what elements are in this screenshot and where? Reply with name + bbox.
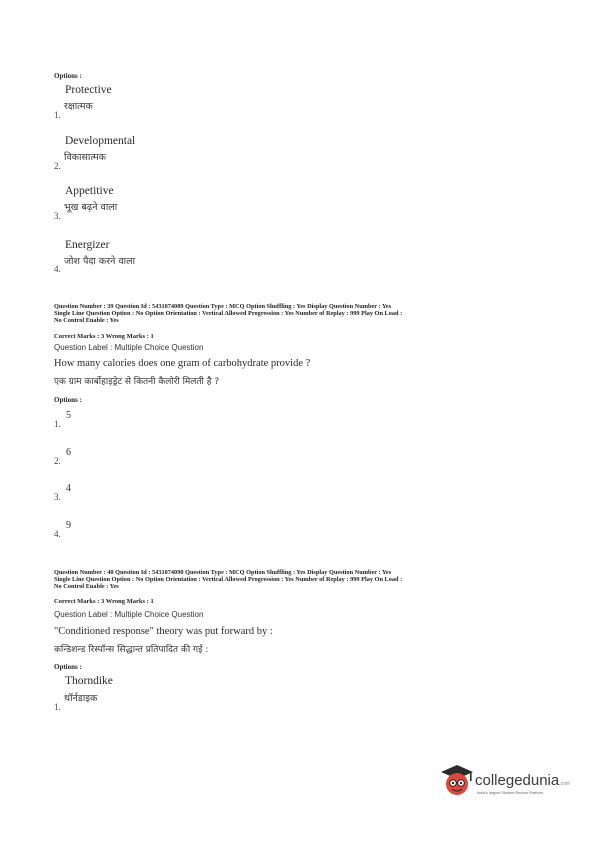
q40-option-1-hindi: थॉर्नडाइक [64,693,98,704]
logo-tagline: India's largest Student Review Platform [477,791,544,795]
q39-option-3-value: 4 [66,483,71,494]
options-heading: Options : [54,72,82,80]
q39-option-3-number: 3. [54,492,61,502]
q39-option-1-number: 1. [54,419,61,429]
option-4-number: 4. [54,264,61,274]
question-39-options-heading: Options : [54,396,82,404]
q39-option-4-number: 4. [54,529,61,539]
question-40-text-english: "Conditioned response" theory was put forward by : [54,626,273,637]
q39-option-2-value: 6 [66,447,71,458]
question-39-metadata [54,303,544,325]
meta-line: Single Line Question Option : No Option Orientation : Vertical Allowed Progression : Yes Number of Replay : 999 Play On Load : [54,576,403,584]
question-39-label: Question Label : Multiple Choice Question [54,343,204,352]
question-40-label: Question Label : Multiple Choice Question [54,610,204,619]
option-2-english: Developmental [65,135,136,147]
question-39-text-english: How many calories does one gram of carbohydrate provide ? [54,358,311,369]
meta-line: Single Line Question Option : No Option Orientation : Vertical Allowed Progression : Yes Number of Replay : 999 Play On Load : [54,310,403,318]
mascot-icon [437,762,477,802]
option-3-hindi: भूख बढ़ने वाला [64,202,118,213]
logo-suffix: .com [559,781,571,787]
option-3-number: 3. [54,211,61,221]
meta-line: No Control Enable : Yes [54,317,119,325]
meta-line: No Control Enable : Yes [54,583,119,591]
question-39-text-hindi: एक ग्राम कार्बोहाइड्रेट से कितनी कैलोरी मिलती है ? [54,377,220,387]
option-2-number: 2. [54,161,61,171]
question-40-text-hindi: कन्डिशन्ड रिस्पॉन्स सिद्धान्त प्रतिपादित की गई : [54,645,209,655]
collegedunia-logo [437,762,582,804]
option-3-english: Appetitive [65,185,114,197]
option-2-hindi: विकासात्मक [64,152,107,163]
question-40-options-heading: Options : [54,663,82,671]
q39-option-2-number: 2. [54,456,61,466]
question-40-marks: Correct Marks : 3 Wrong Marks : 1 [54,598,154,605]
question-40-metadata [54,569,544,591]
q39-option-4-value: 9 [66,520,71,531]
q40-option-1-english: Thorndike [65,675,113,687]
option-4-english: Energizer [65,239,110,251]
logo-name: collegedunia [475,772,560,789]
question-39-marks: Correct Marks : 3 Wrong Marks : 1 [54,333,154,340]
q40-option-1-number: 1. [54,702,61,712]
option-1-english: Protective [65,84,112,96]
q39-option-1-value: 5 [66,410,71,421]
logo-wordmark [475,772,570,789]
option-1-number: 1. [54,110,61,120]
option-4-hindi: जोश पैदा करने वाला [64,256,136,267]
meta-line: Question Number : 40 Question Id : 5431074090 Question Type : MCQ Option Shuffling : Yes Display Question Number : Yes [54,569,392,576]
option-1-hindi: रक्षात्मक [64,101,93,112]
meta-line: Question Number : 39 Question Id : 5431074089 Question Type : MCQ Option Shuffling : Yes Display Question Number : Yes [54,303,392,310]
